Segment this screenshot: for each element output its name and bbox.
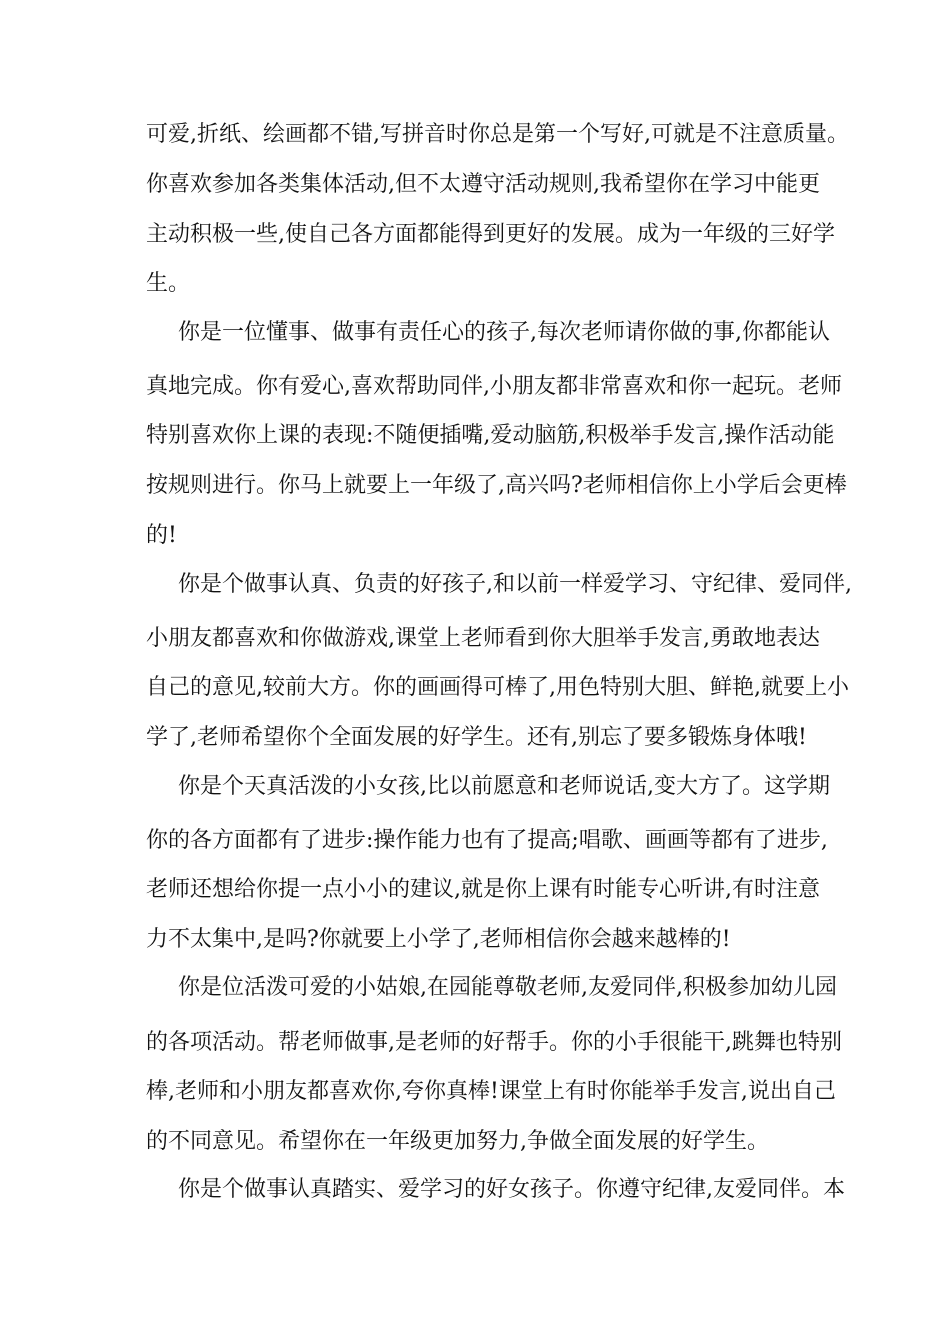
paragraph-start-line: 你是位活泼可爱的小姑娘,在园能尊敬老师,友爱同伴,积极参加幼儿园 [178, 975, 837, 1000]
text-line: 老师还想给你提一点小小的建议,就是你上课有时能专心听讲,有时注意 [146, 877, 820, 902]
text-line: 生。 [146, 271, 191, 296]
paragraph-start-line: 你是一位懂事、做事有责任心的孩子,每次老师请你做的事,你都能认 [178, 320, 830, 345]
paragraph-start-line: 你是个做事认真踏实、爱学习的好女孩子。你遵守纪律,友爱同伴。本 [178, 1177, 845, 1202]
text-line: 特别喜欢你上课的表现:不随便插嘴,爱动脑筋,积极举手发言,操作活动能 [146, 423, 835, 448]
text-line: 按规则进行。你马上就要上一年级了,高兴吗?老师相信你上小学后会更棒 [146, 473, 847, 498]
paragraph-start-line: 你是个做事认真、负责的好孩子,和以前一样爱学习、守纪律、爱同伴, [178, 572, 852, 597]
text-line: 力不太集中,是吗?你就要上小学了,老师相信你会越来越棒的! [146, 927, 731, 952]
text-line: 主动积极一些,使自己各方面都能得到更好的发展。成为一年级的三好学 [146, 222, 835, 247]
text-line: 学了,老师希望你个全面发展的好学生。还有,别忘了要多锻炼身体哦! [146, 725, 807, 750]
text-line: 可爱,折纸、绘画都不错,写拼音时你总是第一个写好,可就是不注意质量。 [146, 122, 849, 147]
text-line: 自己的意见,较前大方。你的画画得可棒了,用色特别大胆、鲜艳,就要上小 [146, 675, 849, 700]
paragraph-start-line: 你是个天真活泼的小女孩,比以前愿意和老师说话,变大方了。这学期 [178, 774, 830, 799]
text-line: 棒,老师和小朋友都喜欢你,夸你真棒!课堂上有时你能举手发言,说出自己 [146, 1079, 836, 1104]
text-line: 真地完成。你有爱心,喜欢帮助同伴,小朋友都非常喜欢和你一起玩。老师 [146, 374, 842, 399]
text-line: 的不同意见。希望你在一年级更加努力,争做全面发展的好学生。 [146, 1129, 769, 1154]
text-line: 的各项活动。帮老师做事,是老师的好帮手。你的小手很能干,跳舞也特别 [146, 1030, 842, 1055]
text-line: 的! [146, 523, 177, 548]
text-line: 你的各方面都有了进步:操作能力也有了提高;唱歌、画画等都有了进步, [146, 828, 828, 853]
text-line: 小朋友都喜欢和你做游戏,课堂上老师看到你大胆举手发言,勇敢地表达 [146, 626, 820, 651]
text-line: 你喜欢参加各类集体活动,但不太遵守活动规则,我希望你在学习中能更 [146, 172, 820, 197]
